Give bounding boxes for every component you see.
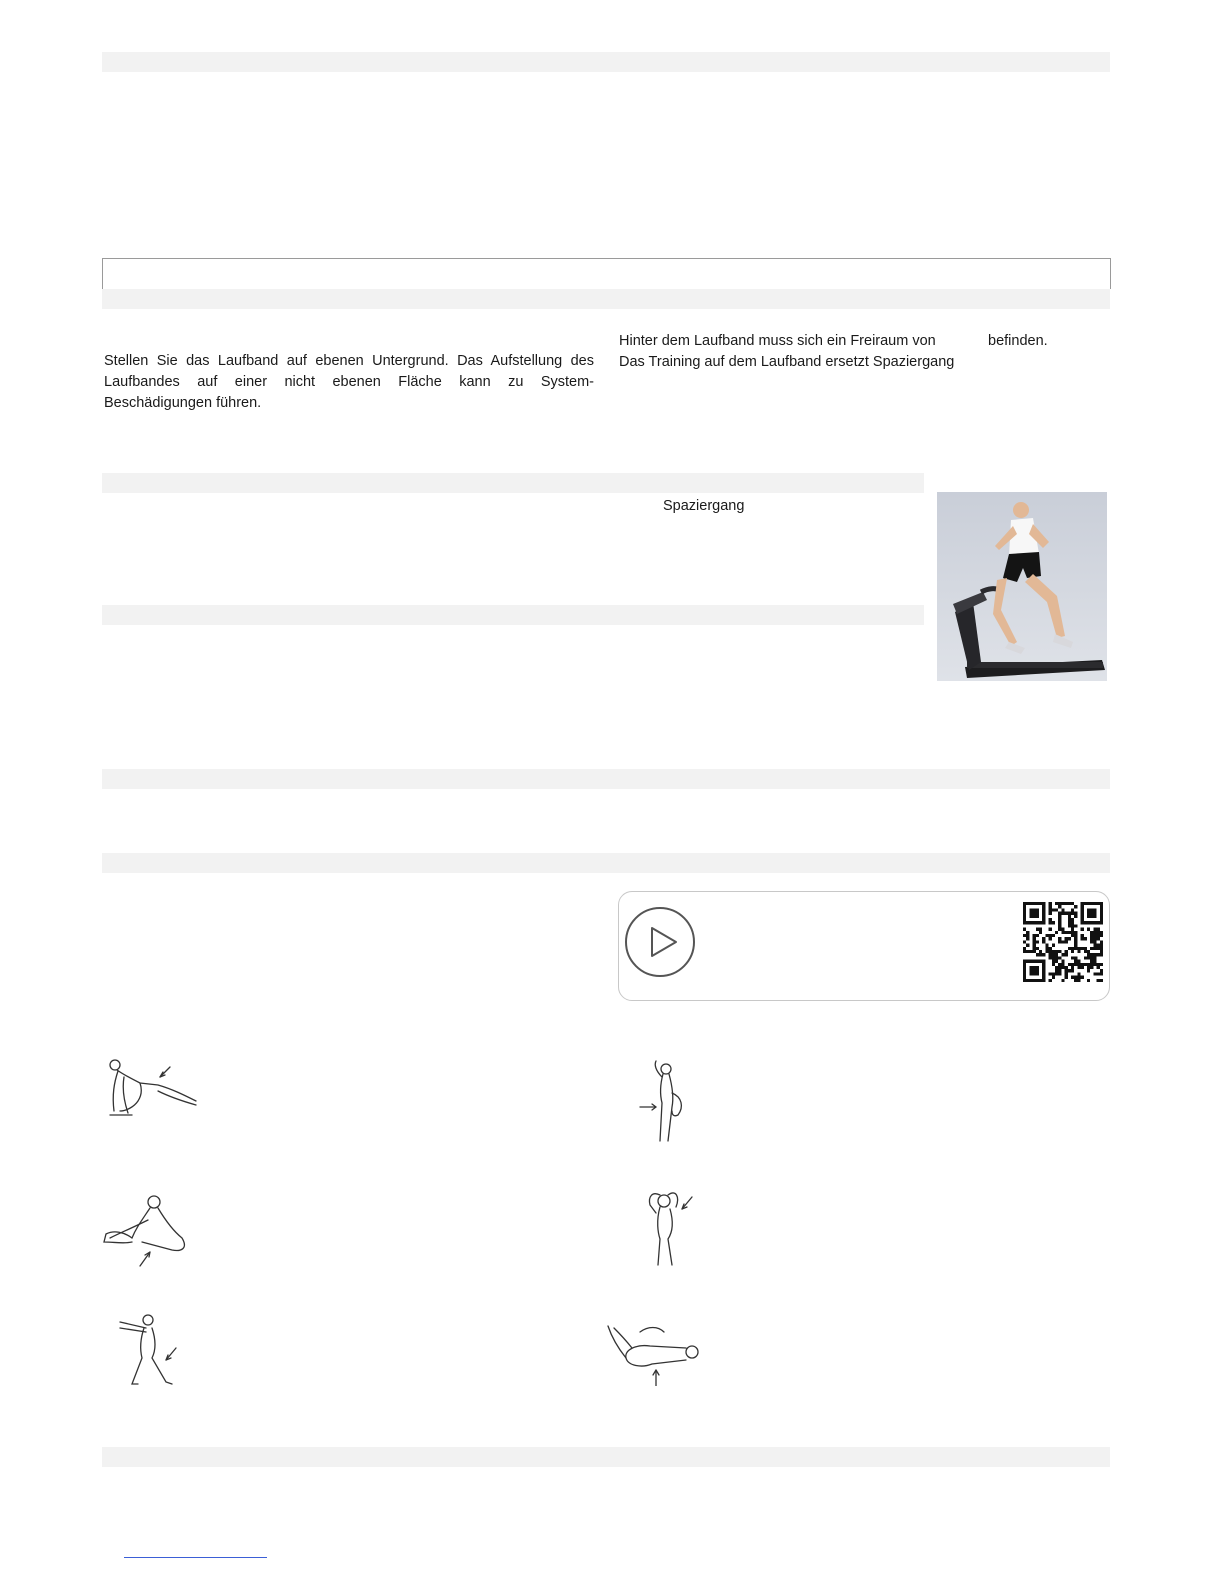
treadmill-runner-photo [937, 492, 1107, 681]
section-header-bar [102, 473, 924, 493]
section-header-bar [102, 769, 1110, 789]
clearance-text: Hinter dem Laufband muss sich ein Freiraum von [619, 333, 936, 349]
section-header-bar [102, 605, 924, 625]
section-header-bar [102, 289, 1110, 309]
notice-box [102, 258, 1111, 289]
stretch-triceps-figure [644, 1187, 696, 1267]
section-header-bar [102, 853, 1110, 873]
walking-label: Spaziergang [663, 498, 745, 514]
stretch-butterfly-figure [102, 1190, 190, 1270]
footer-link-underline[interactable] [124, 1557, 267, 1558]
qr-code-icon[interactable] [1023, 902, 1103, 982]
section-header-bar [102, 52, 1110, 72]
stretch-quad-figure [638, 1057, 688, 1143]
play-circle-icon[interactable] [624, 906, 696, 978]
section-header-bar [102, 1447, 1110, 1467]
placement-paragraph: Stellen Sie das Laufband auf ebenen Untergrund. Das Aufstellung des Laufbandes auf einer nicht ebenen Fläche kann zu System- Beschädigungen führen. [104, 353, 594, 411]
clearance-text-end: befinden. [988, 333, 1048, 349]
video-card[interactable] [618, 891, 1110, 1001]
stretch-lunge-figure [102, 1055, 200, 1117]
walking-note: Das Training auf dem Laufband ersetzt Spaziergang [619, 354, 955, 370]
stretch-knee-to-chest-figure [606, 1318, 704, 1386]
stretch-calf-figure [118, 1310, 178, 1388]
